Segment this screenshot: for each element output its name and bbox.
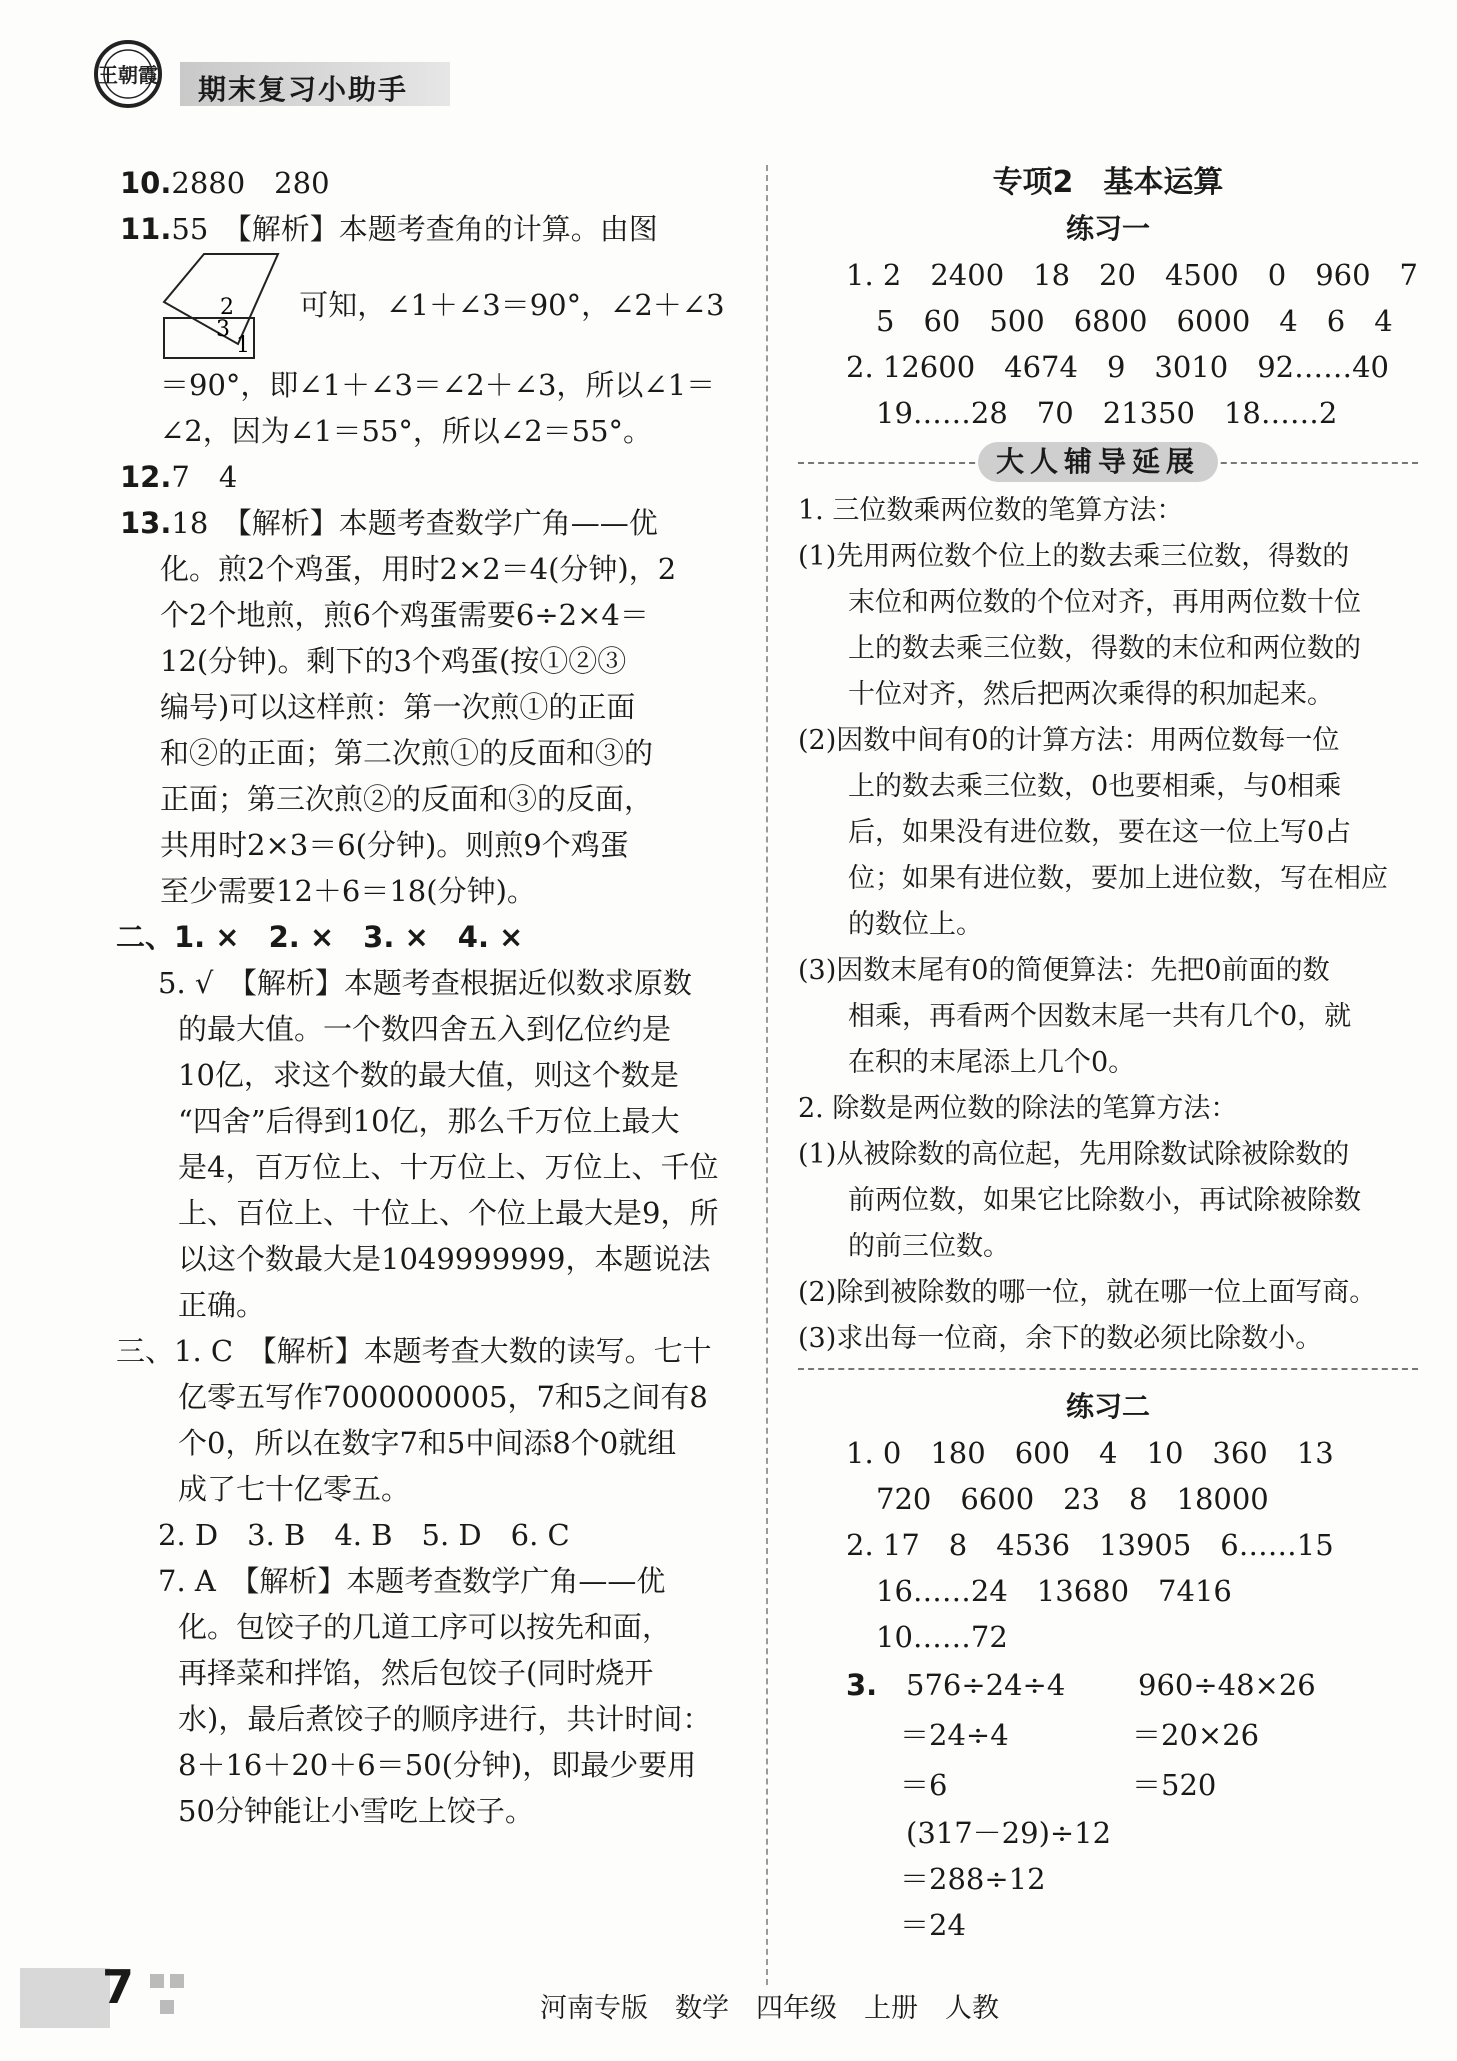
answer-s2-5: 5. √ 【解析】本题考查根据近似数求原数 — [158, 966, 692, 1000]
answer-s3-1-line: 成了七十亿零五。 — [178, 1472, 411, 1506]
answer-13: 13.18 【解析】本题考查数学广角——优 — [120, 506, 658, 540]
note-line: 的数位上。 — [848, 909, 983, 940]
answer-s3-2-6: 2. D 3. B 4. B 5. D 6. C — [158, 1518, 570, 1552]
note-line: 在积的末尾添上几个0。 — [848, 1047, 1136, 1078]
answer-s2-5-line: “四舍”后得到10亿，那么千万位上最大 — [178, 1104, 680, 1138]
answer-s3-7-line: 水)，最后煮饺子的顺序进行，共计时间： — [178, 1702, 712, 1736]
note-line: 十位对齐，然后把两次乘得的积加起来。 — [848, 679, 1334, 710]
calc-a: 576÷24÷4 ＝24÷4 ＝6 — [900, 1668, 1066, 1802]
header-title: 期末复习小助手 — [198, 73, 409, 106]
answer-12: 12.7 4 — [120, 460, 238, 494]
answer-s3-7-line: 再择菜和拌馅，然后包饺子(同时烧开 — [178, 1656, 654, 1690]
answer-13-line: 至少需要12＋6＝18(分钟)。 — [160, 874, 536, 908]
extension-banner — [798, 442, 1418, 484]
answer-11-line: ∠2，因为∠1＝55°，所以∠2＝55°。 — [160, 414, 653, 448]
note-line: (2)除到被除数的哪一位，就在哪一位上面写商。 — [798, 1277, 1377, 1308]
page-number-block — [20, 1968, 110, 2028]
answer-13-line: 化。煎2个鸡蛋，用时2×2＝4(分钟)，2 — [160, 552, 677, 586]
section-2-answers: 二、1. × 2. × 3. × 4. × — [116, 920, 524, 954]
answer-s2-5-line: 正确。 — [178, 1288, 266, 1322]
answer-13-line: 正面；第三次煎②的反面和③的反面， — [160, 782, 654, 816]
logo-text: 王朝霞 — [98, 63, 158, 87]
answer-s2-5-line: 以这个数最大是1049999999，本题说法 — [178, 1242, 711, 1276]
answer-13-line: 共用时2×3＝6(分钟)。则煎9个鸡蛋 — [160, 828, 629, 862]
note-line: 位；如果有进位数，要加上进位数，写在相应 — [848, 863, 1388, 894]
calc-b: 960÷48×26 ＝20×26 ＝520 — [1132, 1668, 1316, 1802]
ex1-answer-1-line: 5 60 500 6800 6000 4 6 4 — [876, 304, 1393, 338]
ex2-answer-1-line: 720 6600 23 8 18000 — [876, 1482, 1269, 1516]
section-title: 专项2 基本运算 — [992, 165, 1224, 200]
right-column — [798, 160, 1418, 1942]
extension-notes — [798, 488, 1418, 1362]
note-line: (1)先用两位数个位上的数去乘三位数，得数的 — [798, 541, 1350, 572]
answer-13-line: 个2个地煎，煎6个鸡蛋需要6÷2×4＝ — [160, 598, 649, 632]
note-line: 2. 除数是两位数的除法的笔算方法： — [798, 1093, 1238, 1124]
ex2-answer-2-line: 10……72 — [876, 1620, 1008, 1654]
answer-s3-1-line: 亿零五写作7000000005，7和5之间有8 — [178, 1380, 708, 1414]
note-line: 相乘，再看两个因数末尾一共有几个0，就 — [848, 1001, 1352, 1032]
answer-13-line: 和②的正面；第二次煎①的反面和③的 — [160, 736, 654, 770]
brand-logo — [88, 36, 184, 108]
separator — [798, 1368, 1418, 1370]
page-header — [88, 28, 448, 114]
answer-13-line: 12(分钟)。剩下的3个鸡蛋(按①②③ — [160, 644, 627, 678]
note-line: (3)求出每一位商，余下的数必须比除数小。 — [798, 1323, 1323, 1354]
calc-c: (317－29)÷12 ＝288÷12 ＝24 — [900, 1816, 1112, 1942]
column-divider — [766, 165, 768, 1985]
note-line: 1. 三位数乘两位数的笔算方法： — [798, 495, 1184, 526]
angle-figure — [160, 252, 290, 362]
ex1-answer-2: 2. 12600 4674 9 3010 92……40 — [846, 350, 1389, 384]
exercise-1-title: 练习一 — [1065, 212, 1150, 245]
note-line: (3)因数末尾有0的简便算法：先把0前面的数 — [798, 955, 1330, 986]
note-line: 后，如果没有进位数，要在这一位上写0占 — [848, 817, 1352, 848]
exercise-2-title: 练习二 — [1065, 1390, 1150, 1423]
note-line: (1)从被除数的高位起，先用除数试除被除数的 — [798, 1139, 1350, 1170]
footer-text: 河南专版 数学 四年级 上册 人教 — [540, 1993, 999, 2024]
ex2-answer-3: 3. 576÷24÷4 ＝24÷4 ＝6 960÷48×26 ＝20×26 ＝520 (317－29)÷12 ＝288÷12 ＝24 — [798, 1660, 1418, 1920]
answer-11-line: ＝90°，即∠1＋∠3＝∠2＋∠3，所以∠1＝ — [160, 368, 716, 402]
page-number: 7 — [102, 1960, 135, 2014]
angle-label: 1 — [236, 333, 250, 358]
extension-banner-label: 大人辅导延展 — [978, 442, 1218, 482]
answer-13-line: 编号)可以这样煎：第一次煎①的正面 — [160, 690, 636, 724]
ex1-answer-2-line: 19……28 70 21350 18……2 — [876, 396, 1338, 430]
answer-s3-1-line: 个0，所以在数字7和5中间添8个0就组 — [178, 1426, 677, 1460]
ex2-answer-2: 2. 17 8 4536 13905 6……15 — [846, 1528, 1334, 1562]
ex1-answer-1: 1. 2 2400 18 20 4500 0 960 7 — [846, 258, 1418, 292]
answer-s2-5-line: 的最大值。一个数四舍五入到亿位约是 — [178, 1012, 672, 1046]
answer-s2-5-line: 上、百位上、十位上、个位上最大是9，所 — [178, 1196, 719, 1230]
answer-s2-5-line: 10亿，求这个数的最大值，则这个数是 — [178, 1058, 679, 1092]
answer-11: 11.55 【解析】本题考查角的计算。由图 — [120, 212, 658, 246]
angle-label: 2 — [220, 295, 234, 320]
note-line: 前两位数，如果它比除数小，再试除被除数 — [848, 1185, 1361, 1216]
section-3-answer-1: 三、1. C 【解析】本题考查大数的读写。七十 — [116, 1334, 712, 1368]
ex2-answer-2-line: 16……24 13680 7416 — [876, 1574, 1232, 1608]
answer-10: 10.2880 280 — [120, 166, 330, 200]
answer-11-figure-row: 2 3 1 可知，∠1＋∠3＝90°，∠2＋∠3 — [120, 252, 740, 362]
note-line: 的前三位数。 — [848, 1231, 1010, 1262]
answer-s3-7: 7. A 【解析】本题考查数学广角——优 — [158, 1564, 666, 1598]
left-column — [116, 160, 740, 1834]
angle-label: 3 — [216, 317, 230, 342]
ex2-answer-1: 1. 0 180 600 4 10 360 13 — [846, 1436, 1334, 1470]
answer-s3-7-line: 8＋16＋20＋6＝50(分钟)，即最少要用 — [178, 1748, 697, 1782]
note-line: (2)因数中间有0的计算方法：用两位数每一位 — [798, 725, 1340, 756]
note-line: 末位和两位数的个位对齐，再用两位数十位 — [848, 587, 1361, 618]
answer-s3-7-line: 50分钟能让小雪吃上饺子。 — [178, 1794, 534, 1828]
note-line: 上的数去乘三位数，得数的末位和两位数的 — [848, 633, 1361, 664]
page-footer — [20, 1960, 1440, 2040]
note-line: 上的数去乘三位数，0也要相乘，与0相乘 — [848, 771, 1342, 802]
answer-s3-7-line: 化。包饺子的几道工序可以按先和面， — [178, 1610, 672, 1644]
answer-s2-5-line: 是4，百万位上、十万位上、万位上、千位 — [178, 1150, 719, 1184]
